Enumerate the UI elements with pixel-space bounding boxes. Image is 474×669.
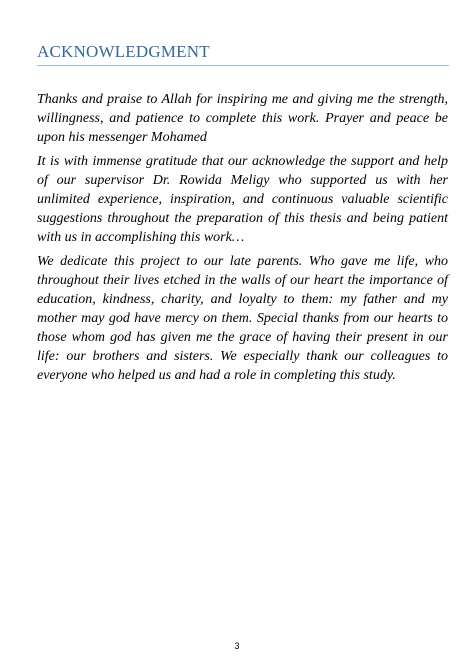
paragraph-gratitude: It is with immense gratitude that our acknowledge the support and help of our supervisor Dr. Rowida Meligy who supported us with her unlimited experience, inspiration, and continuous valuable scientific suggestions throughout the preparation of this thesis and being patient with us in accomplishing this work… — [37, 154, 448, 245]
page-number: 3 — [234, 641, 240, 651]
paragraph-thanks: Thanks and praise to Allah for inspiring me and giving me the strength, willingness, and patience to complete this work. Prayer and peace be upon his messenger Mohamed — [37, 92, 448, 145]
paragraph-dedication: We dedicate this project to our late parents. Who gave me life, who throughout their lives etched in the walls of our heart the importance of education, kindness, charity, and loyalty to them: my father and my mother may god have mercy on them. Special thanks from our hearts to those whom god has given me the grace of having their present in our life: our brothers and sisters. We especially thank our colleagues to everyone who helped us and had a role in completing this study. — [37, 254, 448, 383]
page-heading: ACKNOWLEDGMENT — [37, 42, 210, 61]
heading-divider — [37, 65, 449, 66]
acknowledgment-body — [37, 90, 448, 390]
